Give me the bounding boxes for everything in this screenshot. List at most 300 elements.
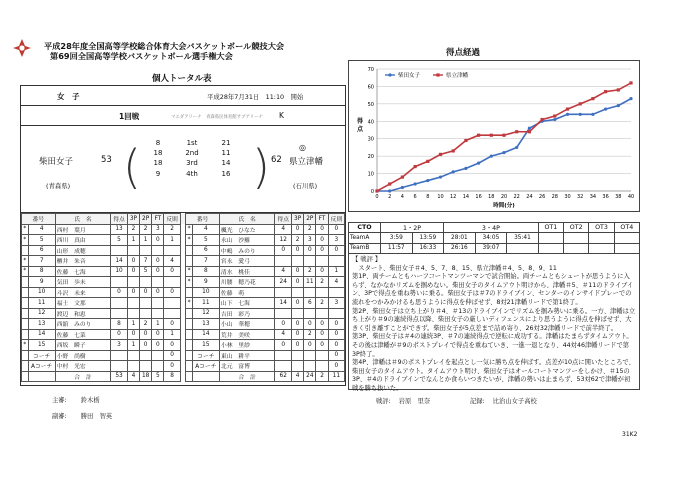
stat-fl: 4 <box>328 277 344 288</box>
stat-ft: 0 <box>316 319 328 330</box>
player-number: 11 <box>28 298 55 309</box>
cto-cell <box>614 243 639 253</box>
team-a-name: 柴田女子 <box>39 157 74 167</box>
stat-p3 <box>127 298 139 309</box>
stat-fl: 3 <box>328 298 344 309</box>
series-point <box>579 102 582 105</box>
stat-pts <box>111 361 128 372</box>
stat-pts <box>111 308 128 319</box>
stat-pts: 0 <box>275 319 292 330</box>
q4-a: 9 <box>155 169 161 178</box>
stat-ft <box>316 350 328 361</box>
player-number: 11 <box>192 298 219 309</box>
stat-ft: 0 <box>316 224 328 235</box>
stat-pts <box>111 245 128 256</box>
stat-ft: 0 <box>152 266 164 277</box>
player-mark <box>22 298 29 309</box>
stat-fl: 0 <box>164 340 180 351</box>
x-tick-label: 20 <box>500 194 508 200</box>
player-name: 北元 富博 <box>219 361 275 372</box>
chart-title: 得点経過 <box>446 48 481 58</box>
stat-body <box>22 214 345 382</box>
stat-p2: 3 <box>304 235 316 246</box>
y-tick-label: 50 <box>367 101 374 108</box>
player-name: 山下 七海 <box>219 298 275 309</box>
player-name: 渡辺 和恵 <box>55 308 111 319</box>
quarter-scores <box>141 138 251 179</box>
series-point <box>617 104 620 107</box>
player-name: 川腰 穂乃花 <box>219 277 275 288</box>
series-point <box>515 146 518 149</box>
player-number: 8 <box>192 266 219 277</box>
series-point <box>426 179 429 182</box>
series-point <box>629 97 632 100</box>
stat-p2: 1 <box>140 235 152 246</box>
player-mark <box>22 287 29 298</box>
stat-p3 <box>127 350 139 361</box>
player-number: 9 <box>28 277 55 288</box>
stat-pts <box>111 350 128 361</box>
writer-name: 岩原 里奈 <box>398 398 431 405</box>
player-name: 西舘 みのり <box>55 319 111 330</box>
q1-a: 8 <box>155 139 161 147</box>
q4-label: 4th <box>186 169 198 178</box>
stat-p2 <box>304 308 316 319</box>
player-number: 7 <box>28 256 55 267</box>
stat-fl: 0 <box>328 224 344 235</box>
stat-ft <box>316 256 328 267</box>
player-name: 山形 成穂 <box>55 245 111 256</box>
player-number <box>192 371 219 382</box>
remarks-para-5: 第4P、津幡は＃9のポストプレイを起点とし一気に勝ち点を伸ばす。点差が10点に開いたところで、柴田女子のタイムアウト。タイムアウト明け、柴田女子はオールコートマンツーをしかけ、＃15の3P、＃4のドライブインでなんとか食らいつきたいが、津幡の勢いは止まらず、53対62で津幡が初戦を勝ち抜いた。 <box>352 359 635 392</box>
series-point <box>617 88 620 91</box>
y-tick-label: 40 <box>367 119 374 126</box>
player-mark <box>22 361 29 372</box>
stat-row <box>22 256 345 267</box>
stat-p3: 0 <box>127 329 139 340</box>
x-tick-label: 4 <box>400 194 404 200</box>
col-pts: 得点 <box>111 214 128 225</box>
stat-ft: 0 <box>152 340 164 351</box>
player-mark <box>186 245 193 256</box>
stat-ft <box>152 361 164 372</box>
stat-p3: 1 <box>127 340 139 351</box>
stat-fl: 0 <box>328 350 344 361</box>
player-mark: * <box>22 235 29 246</box>
stat-p3: 4 <box>292 371 304 382</box>
stat-p2: 2 <box>140 319 152 330</box>
cto-cell <box>538 243 563 253</box>
stat-ft: 1 <box>152 319 164 330</box>
series-point <box>414 182 417 185</box>
series-point <box>490 155 493 158</box>
q2-a: 18 <box>153 149 163 158</box>
stat-p2: 0 <box>304 245 316 256</box>
player-mark: * <box>22 224 29 235</box>
col-name: 氏 名 <box>55 214 111 225</box>
stat-ft: 0 <box>152 256 164 267</box>
player-name: 小林 里紗 <box>219 340 275 351</box>
player-name: 佐藤 萌 <box>219 287 275 298</box>
player-number: 10 <box>28 287 55 298</box>
player-mark <box>186 361 193 372</box>
legend-label: 県立津幡 <box>446 73 469 79</box>
player-number: 4 <box>192 224 219 235</box>
stat-p2: 7 <box>140 256 152 267</box>
player-mark <box>186 308 193 319</box>
team-b-pref: (石川県) <box>293 182 318 190</box>
stat-p2: 24 <box>304 371 316 382</box>
stat-ft <box>152 350 164 361</box>
x-tick-label: 18 <box>488 194 495 200</box>
stat-pts: 5 <box>111 235 128 246</box>
player-number: 10 <box>192 287 219 298</box>
series-point <box>439 153 442 156</box>
col-2p-b: 2P <box>304 214 316 225</box>
stat-ft: 0 <box>316 329 328 340</box>
player-name: 合 計 <box>219 371 275 382</box>
stat-ft: 0 <box>316 235 328 246</box>
stat-ft: 3 <box>152 224 164 235</box>
writer-row <box>376 396 430 405</box>
player-number: 15 <box>192 340 219 351</box>
umpire-name: 勝田 智英 <box>80 413 113 420</box>
cto-cell: 26:16 <box>444 243 476 253</box>
col-foul-b: 反則 <box>328 214 344 225</box>
x-tick-label: 14 <box>462 194 470 200</box>
stat-pts: 3 <box>111 340 128 351</box>
player-name: 中嶋 みのり <box>219 245 275 256</box>
series-point <box>528 127 531 130</box>
stat-p3: 0 <box>292 277 304 288</box>
player-mark: * <box>22 266 29 277</box>
series-point <box>388 182 391 185</box>
stat-fl: 3 <box>328 235 344 246</box>
cto-h-ot2: OT2 <box>564 223 589 233</box>
series-point <box>591 97 594 100</box>
stat-ft: 2 <box>316 277 328 288</box>
gender-row <box>21 86 345 106</box>
player-number: 15 <box>28 340 55 351</box>
stat-pts: 13 <box>111 224 128 235</box>
x-tick-label: 38 <box>615 194 622 200</box>
game-summary-box <box>20 85 346 386</box>
stat-p2 <box>304 287 316 298</box>
stat-p3 <box>127 308 139 319</box>
stat-ft <box>316 287 328 298</box>
stat-fl: 2 <box>164 224 180 235</box>
stat-p2 <box>304 256 316 267</box>
stat-fl: 1 <box>164 235 180 246</box>
stat-row <box>22 277 345 288</box>
x-tick-label: 32 <box>577 194 584 200</box>
document-code: 31K2 <box>622 431 638 438</box>
title-line-1: 平成28年度全国高等学校総合体育大会バスケットボール競技大会 <box>44 41 285 51</box>
winner-mark: ◎ <box>299 143 306 152</box>
player-stats-table <box>21 213 345 382</box>
stat-row <box>22 224 345 235</box>
cto-cell <box>564 233 589 243</box>
cto-team-a: TeamA <box>349 233 381 243</box>
stat-row <box>22 319 345 330</box>
stat-p2: 2 <box>304 329 316 340</box>
player-mark <box>186 350 193 361</box>
stat-pts <box>275 287 292 298</box>
stat-pts <box>275 256 292 267</box>
player-number: 12 <box>28 308 55 319</box>
stat-p2: 0 <box>140 287 152 298</box>
y-tick-label: 20 <box>367 154 374 161</box>
x-tick-label: 22 <box>513 194 520 200</box>
quarter-row-1 <box>141 138 251 148</box>
player-name: 東山 耕平 <box>219 350 275 361</box>
stat-fl <box>164 298 180 309</box>
player-name: 福士 文那 <box>55 298 111 309</box>
game-date: 平成28年7月31日 11:10 開始 <box>207 93 304 101</box>
player-name: 宮永 愛弓 <box>219 256 275 267</box>
remarks-para-3: 第2P、柴田女子は立ち上がり＃4、＃13のドライブインでリズムを掴み勢いに乗る。一方、津幡は立ち上がり＃9の連続得点以降、柴田女子の厳しいディフェンスにより思うように得点を伸ばせず、大きく引き離すことができず。柴田女子が5点差まで詰め寄り、26対32津幡リードで前半終了。 <box>352 307 636 332</box>
cto-cell: 13:59 <box>412 233 444 243</box>
player-name: 荒井 美咲 <box>219 329 275 340</box>
document-subtitle: 個人トータル表 <box>152 74 212 84</box>
stat-p2 <box>140 298 152 309</box>
player-mark: * <box>186 235 193 246</box>
series-line-0 <box>377 99 631 191</box>
q2-b: 11 <box>221 149 231 158</box>
cto-team-b: TeamB <box>349 243 381 253</box>
series-point <box>452 149 455 152</box>
player-number: コーチ <box>192 350 219 361</box>
series-point <box>401 186 404 189</box>
stat-p2 <box>140 245 152 256</box>
player-mark <box>22 308 29 319</box>
team-b-name: 県立津幡 <box>289 157 324 167</box>
cto-h-ot1: OT1 <box>538 223 563 233</box>
x-tick-label: 0 <box>375 194 379 200</box>
stat-p3: 0 <box>292 298 304 309</box>
player-name: 小山 華穂 <box>219 319 275 330</box>
stat-p3 <box>292 308 304 319</box>
x-tick-label: 24 <box>526 194 533 200</box>
stat-p3: 4 <box>127 371 139 382</box>
series-point <box>566 107 569 110</box>
player-name: 小野 尚樹 <box>55 350 111 361</box>
stat-pts: 12 <box>275 235 292 246</box>
stat-p3 <box>292 361 304 372</box>
cto-h-ot4: OT4 <box>614 223 639 233</box>
stat-row <box>22 308 345 319</box>
x-tick-label: 8 <box>426 194 430 200</box>
cto-cell: 16:33 <box>412 243 444 253</box>
stat-pts: 0 <box>275 340 292 351</box>
q4-b: 16 <box>221 169 231 178</box>
player-number: 7 <box>192 256 219 267</box>
quarter-row-4 <box>141 169 251 179</box>
stat-p3: 1 <box>127 235 139 246</box>
cto-cell: 11:57 <box>381 243 413 253</box>
stat-p3: 0 <box>292 266 304 277</box>
y-axis-label <box>357 117 364 133</box>
x-tick-label: 6 <box>413 194 417 200</box>
recorder-label: 記録: <box>470 398 485 405</box>
player-number: 9 <box>192 277 219 288</box>
col-ft-b: FT <box>316 214 328 225</box>
stat-pts: 14 <box>111 256 128 267</box>
y-tick-label: 30 <box>367 136 374 143</box>
series-point <box>477 162 480 165</box>
x-axis-label: 時間(分) <box>493 203 515 209</box>
player-mark <box>186 256 193 267</box>
quarter-row-3 <box>141 158 251 168</box>
x-tick-label: 26 <box>538 194 546 200</box>
x-tick-label: 12 <box>450 194 457 200</box>
stat-p2: 6 <box>304 298 316 309</box>
stat-p3: 0 <box>127 266 139 277</box>
team-a-pref: (青森県) <box>46 182 71 190</box>
tournament-logo-icon <box>12 38 32 58</box>
series-point <box>579 113 582 116</box>
player-number: Aコーチ <box>28 361 55 372</box>
player-name: 佐藤 七海 <box>55 266 111 277</box>
stat-ft <box>152 245 164 256</box>
series-point <box>604 107 607 110</box>
title-line-2: 第69回全国高等学校バスケットボール選手権大会 <box>50 51 233 61</box>
quarter-row-2 <box>141 148 251 158</box>
q1-label: 1st <box>186 139 198 147</box>
col-foul: 反則 <box>164 214 180 225</box>
player-name: 吉田 彩乃 <box>219 308 275 319</box>
player-number: 8 <box>28 266 55 277</box>
stat-row <box>22 350 345 361</box>
stat-p2 <box>304 350 316 361</box>
player-number: 14 <box>28 329 55 340</box>
stat-pts <box>111 298 128 309</box>
player-mark <box>186 329 193 340</box>
cto-h-ot3: OT3 <box>589 223 614 233</box>
player-mark: * <box>186 277 193 288</box>
stat-p3 <box>127 277 139 288</box>
cto-cell: 3:59 <box>381 233 413 243</box>
stat-p3: 1 <box>127 319 139 330</box>
player-name: 佐藤 七菜 <box>55 329 111 340</box>
stat-fl <box>328 256 344 267</box>
stat-fl: 0 <box>164 350 180 361</box>
player-mark <box>186 371 193 382</box>
stat-ft <box>316 361 328 372</box>
stat-p2: 0 <box>140 340 152 351</box>
stat-p3: 0 <box>292 224 304 235</box>
cto-cell <box>564 243 589 253</box>
court-label: K <box>279 111 284 120</box>
stat-p2: 2 <box>304 224 316 235</box>
stat-ft: 2 <box>316 298 328 309</box>
game-remarks <box>348 253 640 390</box>
player-name: 気田 歩未 <box>55 277 111 288</box>
stat-fl: 8 <box>164 371 180 382</box>
stat-ft <box>152 277 164 288</box>
cto-cell <box>538 233 563 243</box>
cto-cell <box>589 243 614 253</box>
player-mark: * <box>22 256 29 267</box>
stat-row <box>22 235 345 246</box>
stat-fl <box>164 277 180 288</box>
series-point <box>553 118 556 121</box>
stat-pts: 0 <box>111 329 128 340</box>
player-number: 14 <box>192 329 219 340</box>
stat-fl <box>328 308 344 319</box>
stat-pts <box>111 277 128 288</box>
q1-b: 21 <box>221 139 231 147</box>
team-a-total: 53 <box>101 155 112 165</box>
stat-fl: 0 <box>164 319 180 330</box>
stat-pts: 8 <box>111 319 128 330</box>
cto-cell: 39:07 <box>475 243 507 253</box>
stat-p3 <box>292 287 304 298</box>
player-number: 6 <box>28 245 55 256</box>
stat-p2 <box>140 277 152 288</box>
stat-ft: 0 <box>152 287 164 298</box>
series-point <box>528 130 531 133</box>
player-name: 合 計 <box>55 371 111 382</box>
stat-pts <box>275 308 292 319</box>
cto-cell: 35:41 <box>507 233 539 243</box>
y-axis-label-char: 得 <box>357 118 364 125</box>
stat-row <box>22 245 345 256</box>
player-name: 中村 光宏 <box>55 361 111 372</box>
cto-h-12p: 1・2P <box>381 223 444 233</box>
stat-ft: 0 <box>152 235 164 246</box>
x-tick-label: 30 <box>564 194 571 200</box>
player-number: 13 <box>192 319 219 330</box>
stat-header-row <box>22 214 345 225</box>
x-tick-label: 2 <box>388 194 392 200</box>
gender-label: 女 子 <box>57 92 80 101</box>
stat-fl: 4 <box>164 256 180 267</box>
stat-ft <box>152 298 164 309</box>
series-point <box>388 189 391 192</box>
writer-label: 戦評: <box>376 398 391 405</box>
series-point <box>439 175 442 178</box>
stat-fl: 11 <box>328 371 344 382</box>
stat-row <box>22 329 345 340</box>
venue-label: マエダアリーナ 青森県民体育館サブアリーナ <box>171 115 263 120</box>
stat-ft: 2 <box>316 371 328 382</box>
stat-fl: 0 <box>328 329 344 340</box>
stat-p3: 0 <box>127 287 139 298</box>
stat-p2 <box>140 308 152 319</box>
series-point <box>502 134 505 137</box>
q3-b: 14 <box>221 159 231 168</box>
stat-pts: 4 <box>275 266 292 277</box>
series-point <box>591 113 594 116</box>
cto-row-b <box>349 243 640 253</box>
stat-fl: 0 <box>164 361 180 372</box>
stat-row <box>22 340 345 351</box>
stat-pts: 62 <box>275 371 292 382</box>
stat-p2: 18 <box>140 371 152 382</box>
stat-ft <box>316 308 328 319</box>
stat-pts: 4 <box>275 329 292 340</box>
remarks-para-2: 第1P、両チームともハーフコートマンツーマンで試合開始。両チームともシュートが思うように入らず、なかなかリズムを掴めない。柴田女子のタイムアウト明けから、津幡＃5、＃11のドライブイン、3Pで得点を重ね勢いに乗る。柴田女子は＃7のドライブイン、センターのインサイドプレーでの流れをつかみかけるも思うように得点を伸ばせず、8対21津幡リードで第1終了。 <box>352 273 634 306</box>
cto-header: CTO <box>349 223 381 233</box>
player-name: 斗沢 未来 <box>55 287 111 298</box>
stat-fl: 0 <box>328 245 344 256</box>
col-3p: 3P <box>127 214 139 225</box>
stat-p2: 2 <box>304 266 316 277</box>
stat-pts: 24 <box>275 277 292 288</box>
player-mark <box>186 340 193 351</box>
player-mark: * <box>186 266 193 277</box>
